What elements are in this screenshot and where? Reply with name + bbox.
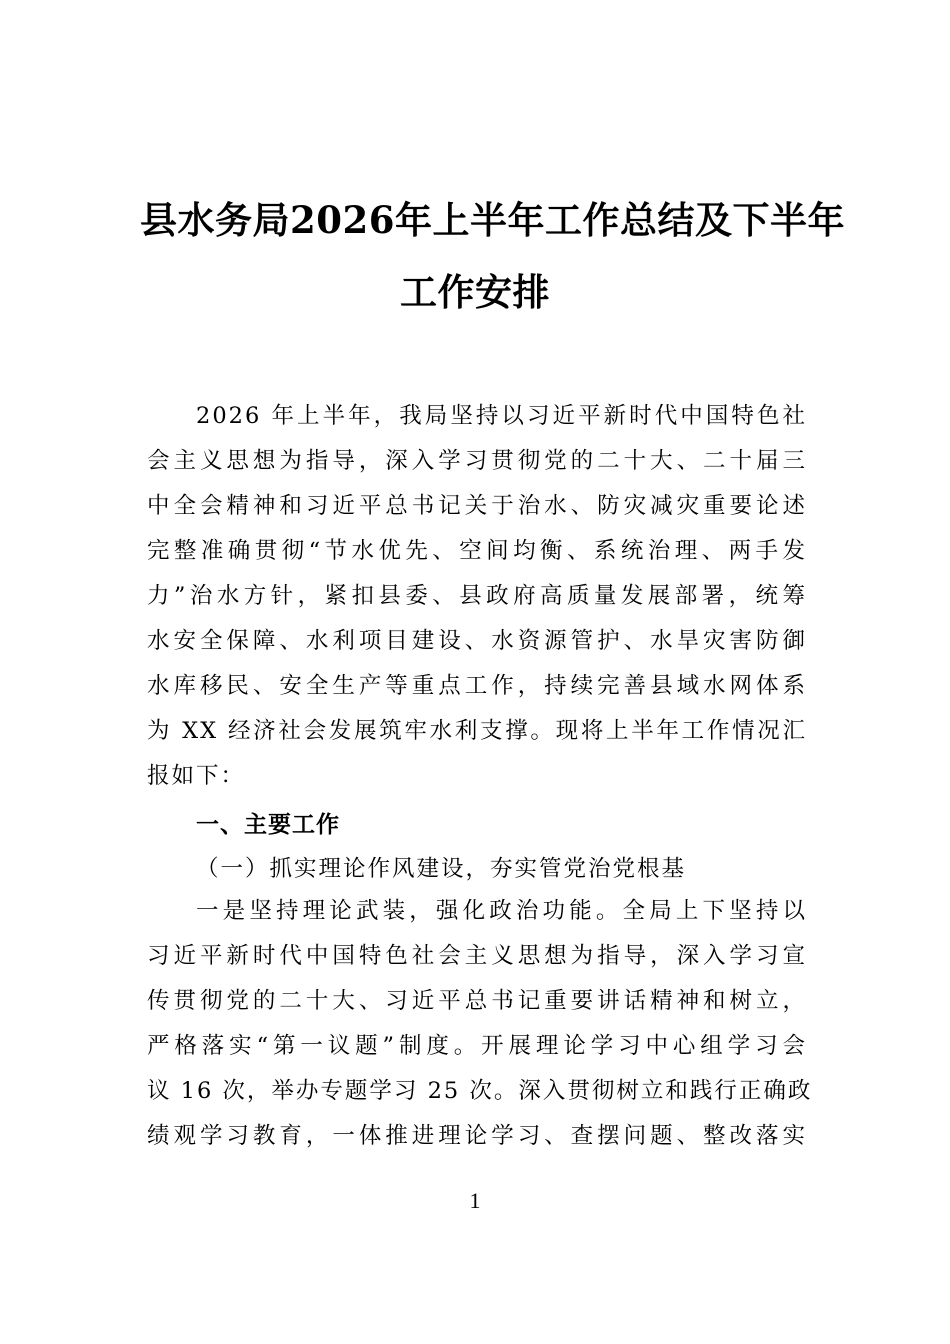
para2-line-3: 传贯彻党的二十大、习近平总书记重要讲话精神和树立， xyxy=(147,988,807,1014)
intro-line-5: 力”治水方针，紧扣县委、县政府高质量发展部署，统筹 xyxy=(147,583,807,609)
intro-line-1: 2026 年上半年，我局坚持以习近平新时代中国特色社 xyxy=(196,403,807,429)
para2-line-4: 严格落实“第一议题”制度。开展理论学习中心组学习会 xyxy=(147,1033,807,1059)
section-heading-main-work: 一、主要工作 xyxy=(196,812,340,838)
intro-line-8: 为 XX 经济社会发展筑牢水利支撑。现将上半年工作情况汇 xyxy=(147,718,807,744)
para2-line-5: 议 16 次，举办专题学习 25 次。深入贯彻树立和践行正确政 xyxy=(147,1078,813,1104)
para2-line-2: 习近平新时代中国特色社会主义思想为指导，深入学习宣 xyxy=(147,943,807,969)
intro-line-3: 中全会精神和习近平总书记关于治水、防灾减灾重要论述 xyxy=(147,493,807,519)
para2-line-1: 一是坚持理论武装，强化政治功能。全局上下坚持以 xyxy=(196,898,807,924)
para2-line-6: 绩观学习教育，一体推进理论学习、查摆问题、整改落实 xyxy=(147,1123,807,1149)
intro-line-7: 水库移民、安全生产等重点工作，持续完善县域水网体系 xyxy=(147,673,807,699)
page-number: 1 xyxy=(469,1188,481,1213)
document-title-line-1: 县水务局2026年上半年工作总结及下半年 xyxy=(140,198,845,242)
intro-line-4: 完整准确贯彻“节水优先、空间均衡、系统治理、两手发 xyxy=(147,538,807,564)
intro-line-9: 报如下： xyxy=(147,763,246,789)
document-title-line-2: 工作安排 xyxy=(400,270,550,314)
intro-line-2: 会主义思想为指导，深入学习贯彻党的二十大、二十届三 xyxy=(147,448,807,474)
intro-line-6: 水安全保障、水利项目建设、水资源管护、水旱灾害防御 xyxy=(147,628,807,654)
subsection-heading-1: （一）抓实理论作风建设，夯实管党治党根基 xyxy=(196,856,687,882)
